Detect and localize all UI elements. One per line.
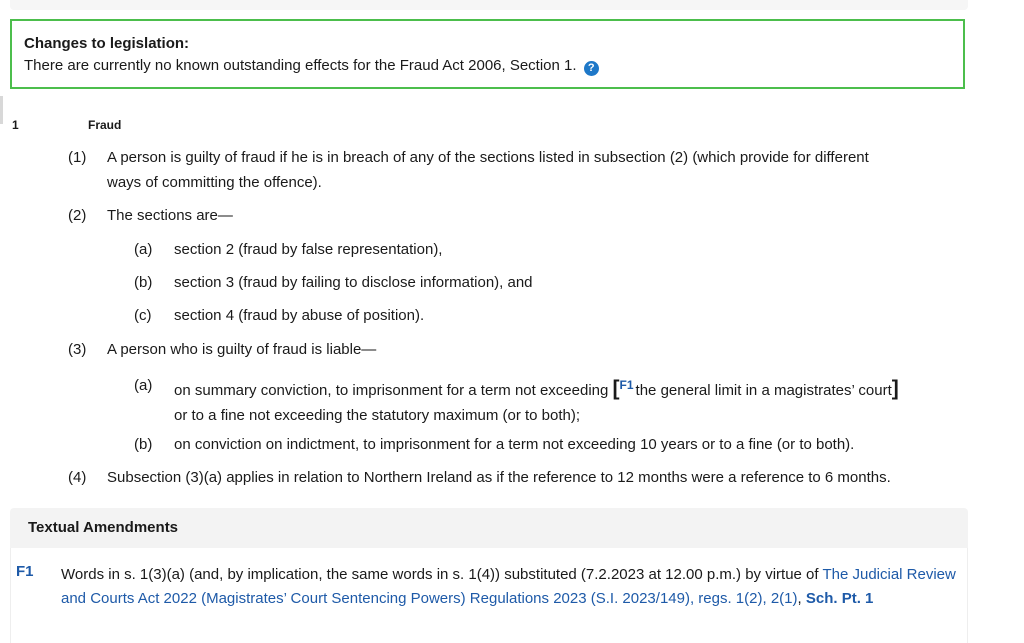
inserted-words: the general limit in a magistrates’ court: [635, 382, 892, 399]
subsection-2-number: (2): [68, 207, 87, 224]
changes-notice-box: [10, 19, 965, 89]
subsection-1-line-1: A person is guilty of fraud if he is in breach of any of the sections listed in subsection (2) (which provide for different: [107, 149, 869, 166]
amendment-f1-label: F1: [16, 563, 34, 580]
subsection-2c-number: (c): [134, 307, 152, 324]
notice-text: There are currently no known outstanding effects for the Fraud Act 2006, Section 1.: [24, 57, 577, 74]
subsection-3a-line-2: or to a fine not exceeding the statutory maximum (or to both);: [174, 407, 581, 424]
amendment-f1-text: [61, 563, 961, 611]
subsection-3a-text: [174, 373, 979, 428]
textual-amendments-heading: Textual Amendments: [10, 508, 968, 548]
top-panel-strip: [10, 0, 968, 10]
subsection-3b-number: (b): [134, 436, 153, 453]
section-title: Fraud: [88, 118, 122, 132]
amendment-f1-description: Words in s. 1(3)(a) (and, by implication, the same words in s. 1(4)) substituted (7.2.2023 at 12.00 p.m.) by virtue of: [61, 566, 819, 583]
schedule-part-link[interactable]: Sch. Pt. 1: [805, 590, 874, 607]
subsection-1-text: [107, 145, 977, 195]
amendment-separator: ,: [797, 590, 802, 607]
notice-line: [24, 55, 951, 77]
subsection-3a-number: (a): [134, 377, 153, 394]
amending-legislation-link[interactable]: The Judicial Review and Courts Act 2022 (Magistrates’ Court Sentencing Powers) Regulations 2023 (S.I. 2023/149), regs. 1(2), 2(1): [61, 566, 956, 607]
subsection-4-text: Subsection (3)(a) applies in relation to Northern Ireland as if the reference to 12 months were a reference to 6 months.: [107, 469, 891, 486]
subsection-1-line-2: ways of committing the offence).: [107, 174, 322, 191]
subsection-2a-text: section 2 (fraud by false representation),: [174, 241, 443, 258]
section-number: 1: [12, 118, 19, 132]
subsection-1-number: (1): [68, 149, 87, 166]
subsection-3b-text: on conviction on indictment, to imprisonment for a term not exceeding 10 years or to a fine (or to both).: [174, 436, 855, 453]
subsection-3-number: (3): [68, 341, 87, 358]
subsection-3-text: A person who is guilty of fraud is liable—: [107, 341, 377, 358]
left-margin-marker: [0, 96, 3, 124]
help-icon[interactable]: ?: [584, 61, 599, 76]
f1-reference-link[interactable]: F1: [619, 378, 634, 392]
subsection-4-number: (4): [68, 469, 87, 486]
subsection-2a-number: (a): [134, 241, 153, 258]
subsection-3a-pre: on summary conviction, to imprisonment for a term not exceeding: [174, 382, 609, 399]
subsection-2b-number: (b): [134, 274, 153, 291]
subsection-3a-line-1: [174, 373, 979, 403]
subsection-2-text: The sections are—: [107, 207, 233, 224]
notice-title: Changes to legislation:: [24, 35, 190, 52]
subsection-2c-text: section 4 (fraud by abuse of position).: [174, 307, 425, 324]
subsection-2b-text: section 3 (fraud by failing to disclose information), and: [174, 274, 533, 291]
insertion-bracket-close: ]: [891, 377, 899, 400]
insertion-bracket-open: [: [612, 377, 620, 400]
